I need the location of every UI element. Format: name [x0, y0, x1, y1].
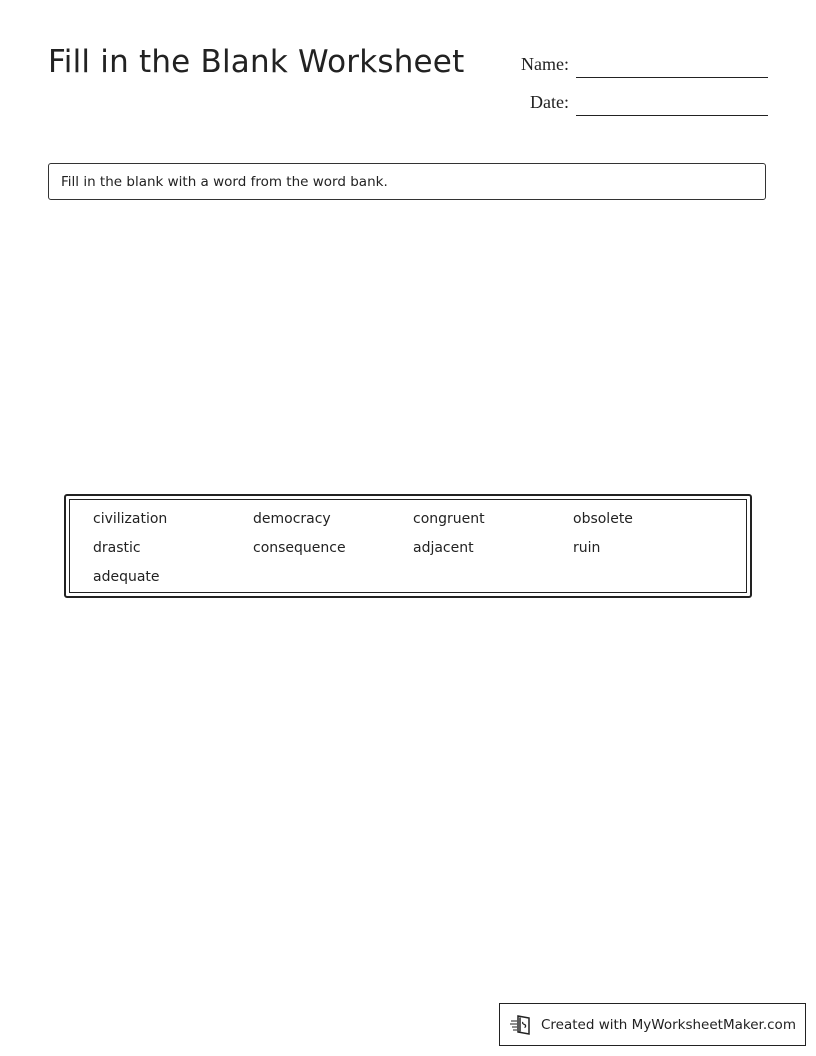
word-bank-item: obsolete: [573, 511, 633, 527]
word-bank-item: congruent: [413, 511, 485, 527]
worksheet-title: Fill in the Blank Worksheet: [48, 44, 465, 80]
name-line: [576, 77, 768, 78]
word-bank-item: ruin: [573, 540, 601, 556]
footer-credit[interactable]: [499, 1003, 806, 1046]
instructions-box: [48, 163, 766, 200]
word-bank: [64, 494, 752, 598]
instructions-text: Fill in the blank with a word from the word bank.: [61, 174, 388, 190]
footer-text: Created with MyWorksheetMaker.com: [541, 1017, 796, 1033]
date-label: Date:: [530, 92, 569, 112]
word-bank-item: adequate: [93, 569, 160, 585]
word-bank-item: adjacent: [413, 540, 474, 556]
word-bank-inner-border: [69, 499, 747, 593]
date-line: [576, 115, 768, 116]
word-bank-item: democracy: [253, 511, 331, 527]
word-bank-item: consequence: [253, 540, 346, 556]
name-label: Name:: [521, 54, 569, 74]
myworksheetmaker-logo-icon: [510, 1014, 534, 1036]
word-bank-item: civilization: [93, 511, 168, 527]
word-bank-item: drastic: [93, 540, 141, 556]
